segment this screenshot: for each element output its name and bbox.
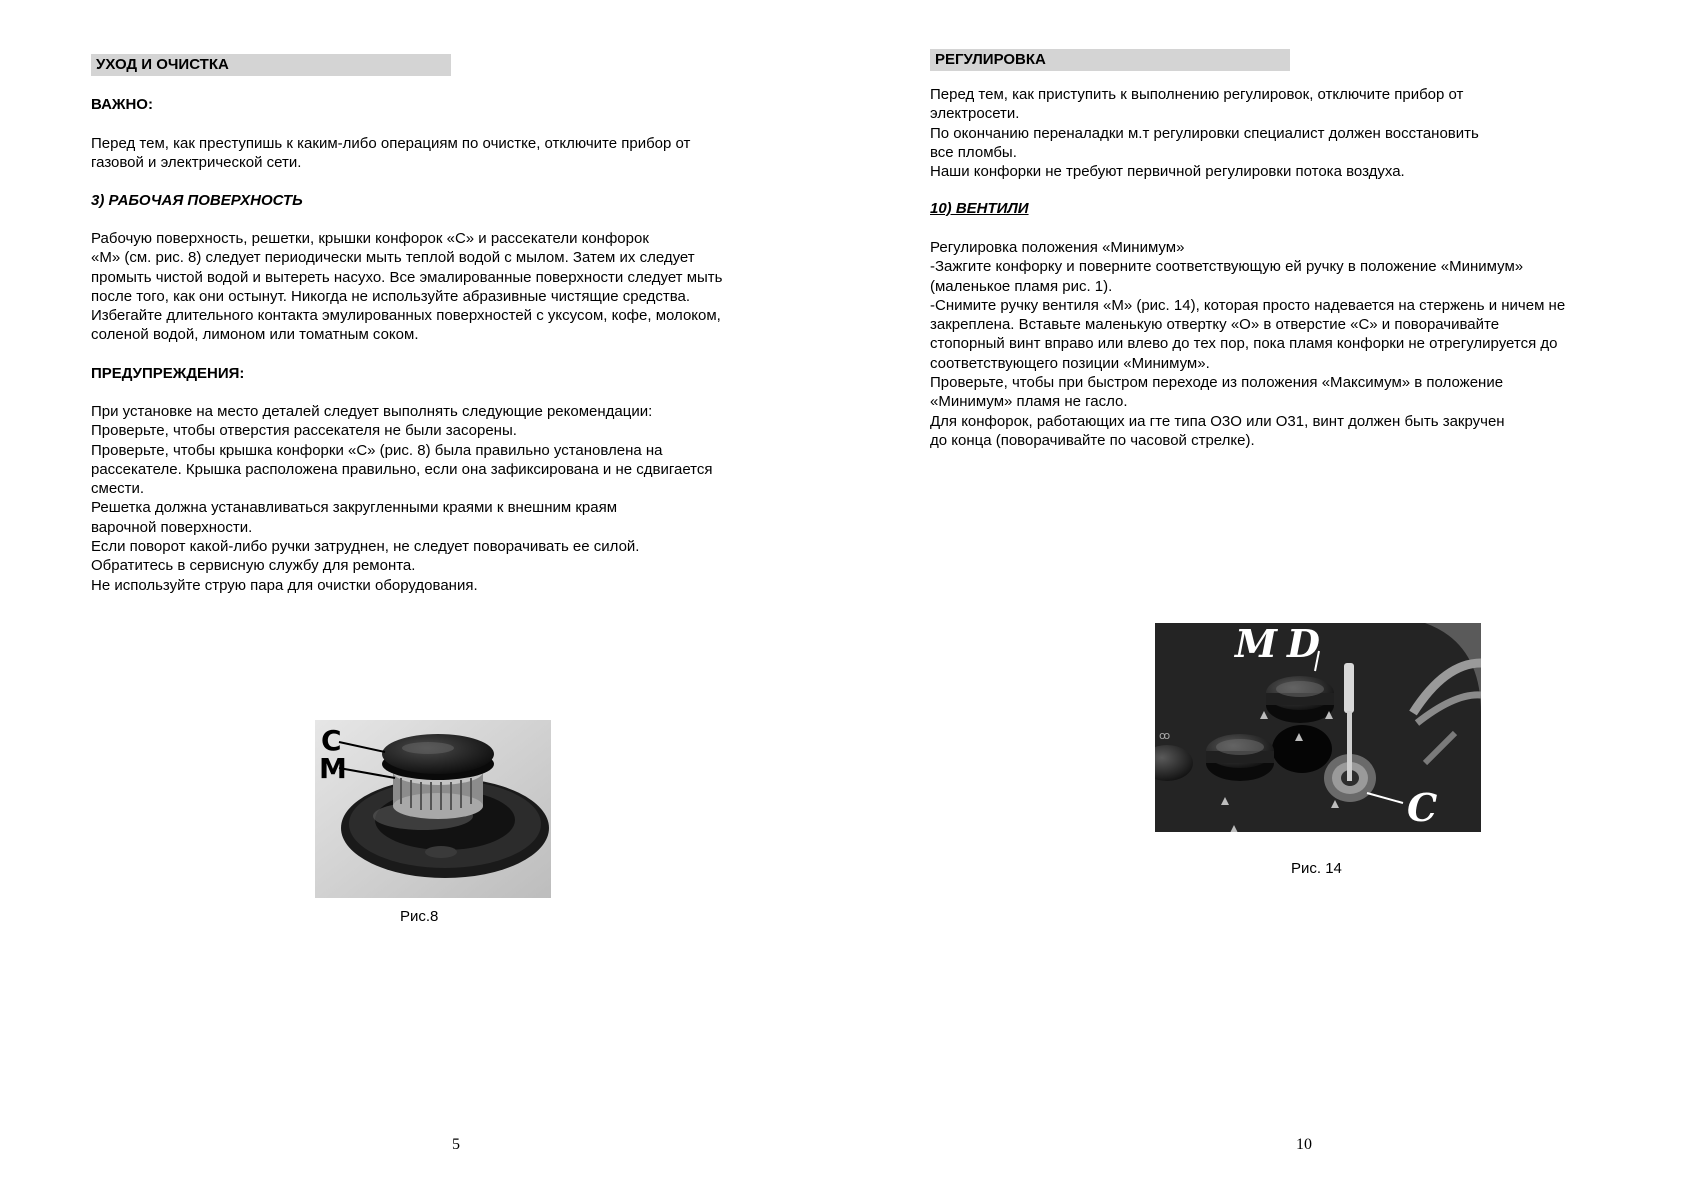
surface-text: Рабочую поверхность, решетки, крышки конфорок «С» и рассекатели конфорок «М» (см. рис. 8) следует периодически мыть теплой водой с мылом. Затем их следует промыть чистой водой и вытереть насухо. Все эмалированные поверхности следует мыть после того, как они остынут. Никогда не используйте абразивные чистящие средства. Избегайте длительного контакта эмулированных поверхностей с уксусом, кофе, молоком, соленой водой, лимоном или томатным соком. [91,230,723,344]
subsection-title-surface: 3) РАБОЧАЯ ПОВЕРХНОСТЬ [91,192,303,209]
section-title-care: УХОД И ОЧИСТКА [91,54,451,76]
adjustment-intro-text: Перед тем, как приступить к выполнению регулировок, отключите прибор от электросети. По окончанию переналадки м.т регулировки специалист должен восстановить все пломбы. Наши конфорки не требуют первичной регулировки потока воздуха. [930,86,1479,181]
figure-14-caption: Рис. 14 [1291,860,1342,877]
valves-text: Регулировка положения «Минимум» -Зажгите конфорку и поверните соответствующую ей ручку в положение «Минимум» (маленькое пламя рис. 1). -Снимите ручку вентиля «М» (рис. 14), которая просто надевается на стержень и ничем не закреплена. Вставьте маленькую отвертку «О» в отверстие «С» и поворачивайте стопорный винт вправо или влево до тех пор, пока пламя конфорки не отрегулируется до соответствующего позиции «Минимум». Проверьте, чтобы при быстром переходе из положения «Максимум» в положение «Минимум» пламя не гасло. Для конфорок, работающих иа гте типа О3О или О31, винт должен быть закручен до конца (поворачивайте по часовой стрелке). [930,239,1566,449]
warnings-text: При установке на место деталей следует выполнять следующие рекомендации: Проверьте, чтобы отверстия рассекателя не были засорены. Проверьте, чтобы крышка конфорки «С» (рис. 8) была правильно установлена на рассекателе. Крышка расположена правильно, если она зафиксирована и не сдвигается смести. Решетка должна устанавливаться закругленными краями к внешним краям варочной поверхности. Если поворот какой-либо ручки затруднен, не следует поворачивать ее силой. Обратитесь в сервисную службу для ремонта. Не используйте струю пара для очистки оборудования. [91,403,713,594]
figure-14-label-c: C [1407,785,1438,830]
figure-8-burner-photo [315,720,551,898]
section-title-adjustment: РЕГУЛИРОВКА [930,49,1290,71]
subsection-title-valves: 10) ВЕНТИЛИ [930,200,1029,217]
figure-14-label-d: D [1287,623,1320,666]
figure-8-caption: Рис.8 [400,908,439,925]
svg-text:ꝏ: ꝏ [1159,729,1171,742]
figure-8-label-c: C [321,724,342,757]
right-page [842,0,1684,1190]
page-number-right: 10 [1296,1136,1312,1153]
warnings-title: ПРЕДУПРЕЖДЕНИЯ: [91,365,245,382]
figure-14-valve-photo [1155,623,1481,832]
page-number-left: 5 [452,1136,460,1153]
important-label: ВАЖНО: [91,96,153,113]
important-text: Перед тем, как преступишь к каким-либо операциям по очистке, отключите прибор от газовой и электрической сети. [91,135,691,172]
figure-14-label-m: M [1235,623,1278,666]
figure-8-label-m: M [319,752,347,785]
